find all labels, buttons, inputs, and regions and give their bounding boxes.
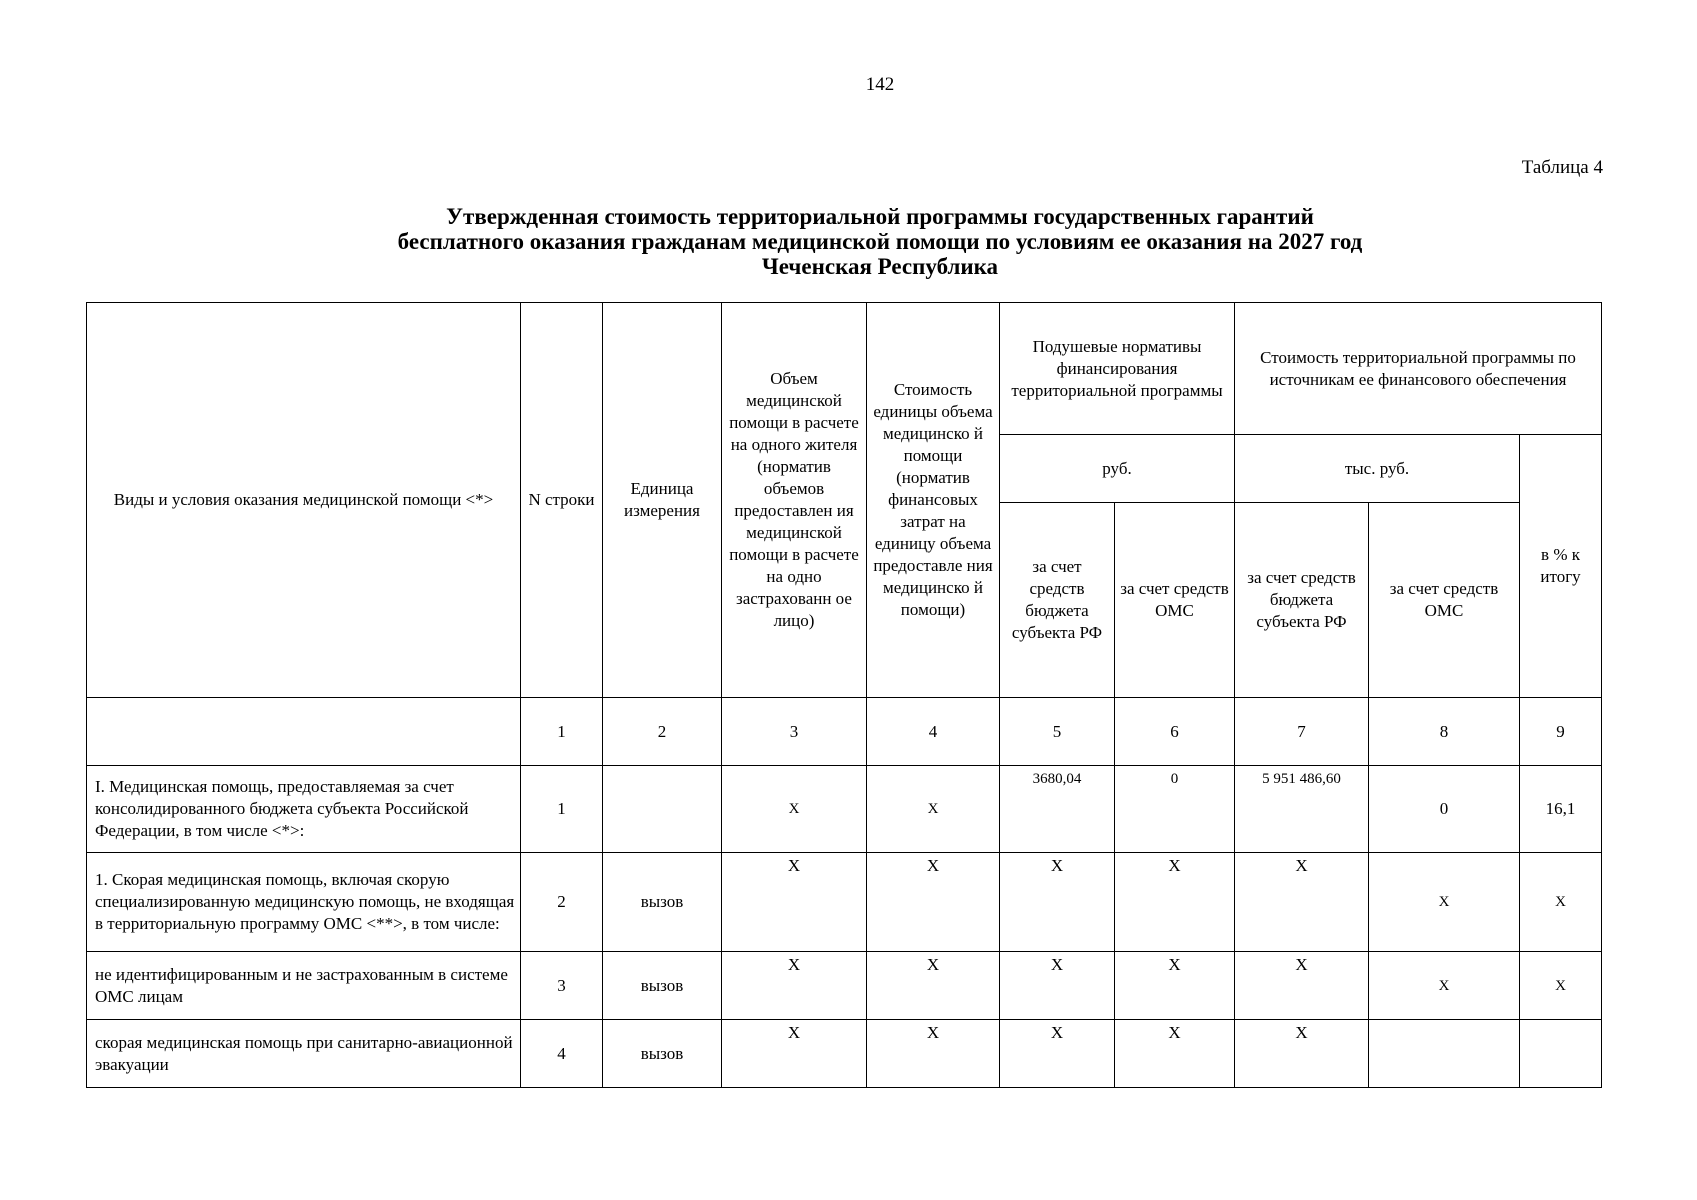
- header-rub: руб.: [1000, 435, 1235, 503]
- cell-oms: 0: [1115, 766, 1235, 853]
- column-number: 5: [1000, 698, 1115, 766]
- row-unit: [603, 766, 722, 853]
- table-row: [87, 1020, 1602, 1088]
- cell-oms: X: [1115, 952, 1235, 1020]
- title-line-2: бесплатного оказания гражданам медицинской помощи по условиям ее оказания на 2027 год: [397, 229, 1363, 254]
- document-title: [0, 204, 1697, 279]
- column-number: 8: [1369, 698, 1520, 766]
- row-unit: вызов: [603, 853, 722, 952]
- cell-percent: X: [1520, 952, 1602, 1020]
- header-row-1: [87, 303, 1602, 435]
- cell-budget-rf-thousand: X: [1235, 1020, 1369, 1088]
- header-per-capita: Подушевые нормативы финансирования территориальной программы: [1000, 303, 1235, 435]
- cell-oms-thousand: [1369, 1020, 1520, 1088]
- cell-cost: X: [867, 952, 1000, 1020]
- title-line-1: Утвержденная стоимость территориальной программы государственных гарантий: [446, 204, 1314, 229]
- header-volume: Объем медицинской помощи в расчете на одного жителя (норматив объемов предоставлен ия медицинской помощи в расчете на одно застрахованн ое лицо): [722, 303, 867, 698]
- cell-oms-thousand: X: [1369, 853, 1520, 952]
- header-oms-2: за счет средств ОМС: [1369, 503, 1520, 698]
- cell-volume: X: [722, 766, 867, 853]
- header-budget-rf-2: за счет средств бюджета субъекта РФ: [1235, 503, 1369, 698]
- row-number: 4: [521, 1020, 603, 1088]
- column-number: 7: [1235, 698, 1369, 766]
- row-name: не идентифицированным и не застрахованным в системе ОМС лицам: [87, 952, 521, 1020]
- table-label: Таблица 4: [1521, 157, 1603, 178]
- header-budget-rf: за счет средств бюджета субъекта РФ: [1000, 503, 1115, 698]
- column-number: [87, 698, 521, 766]
- cell-budget-rf-thousand: X: [1235, 853, 1369, 952]
- row-unit: вызов: [603, 952, 722, 1020]
- row-name: 1. Скорая медицинская помощь, включая скорую специализированную медицинскую помощь, не входящая в территориальную программу ОМС <**>, в том числе:: [87, 853, 521, 952]
- cell-budget-rf-thousand: X: [1235, 952, 1369, 1020]
- cell-percent: 16,1: [1520, 766, 1602, 853]
- row-unit: вызов: [603, 1020, 722, 1088]
- cell-budget-rf: X: [1000, 1020, 1115, 1088]
- cell-oms: X: [1115, 853, 1235, 952]
- title-line-3: Чеченская Республика: [761, 254, 999, 279]
- cell-oms-thousand: 0: [1369, 766, 1520, 853]
- cell-volume: X: [722, 853, 867, 952]
- row-name: I. Медицинская помощь, предоставляемая за счет консолидированного бюджета субъекта Российской Федерации, в том числе <*>:: [87, 766, 521, 853]
- row-number: 3: [521, 952, 603, 1020]
- cell-percent: X: [1520, 853, 1602, 952]
- header-types: Виды и условия оказания медицинской помощи <*>: [87, 303, 521, 698]
- cell-budget-rf: 3680,04: [1000, 766, 1115, 853]
- row-name: скорая медицинская помощь при санитарно-авиационной эвакуации: [87, 1020, 521, 1088]
- header-unit: Единица измерения: [603, 303, 722, 698]
- header-percent: в % к итогу: [1520, 435, 1602, 698]
- cell-cost: X: [867, 766, 1000, 853]
- cell-budget-rf: X: [1000, 853, 1115, 952]
- cell-cost: X: [867, 1020, 1000, 1088]
- header-thousand-rub: тыс. руб.: [1235, 435, 1520, 503]
- column-number: 2: [603, 698, 722, 766]
- column-number: 6: [1115, 698, 1235, 766]
- table-row: [87, 952, 1602, 1020]
- table-row: [87, 766, 1602, 853]
- cell-oms-thousand: X: [1369, 952, 1520, 1020]
- column-number-row: [87, 698, 1602, 766]
- column-number: 9: [1520, 698, 1602, 766]
- cost-table: [86, 302, 1602, 1088]
- cell-budget-rf: X: [1000, 952, 1115, 1020]
- header-row-no: N строки: [521, 303, 603, 698]
- cell-cost: X: [867, 853, 1000, 952]
- page-number: 142: [865, 74, 895, 95]
- cell-oms: X: [1115, 1020, 1235, 1088]
- row-number: 2: [521, 853, 603, 952]
- row-number: 1: [521, 766, 603, 853]
- cell-budget-rf-thousand: 5 951 486,60: [1235, 766, 1369, 853]
- table-row: [87, 853, 1602, 952]
- cell-volume: X: [722, 952, 867, 1020]
- column-number: 1: [521, 698, 603, 766]
- header-oms: за счет средств ОМС: [1115, 503, 1235, 698]
- header-program-cost: Стоимость территориальной программы по источникам ее финансового обеспечения: [1235, 303, 1602, 435]
- column-number: 3: [722, 698, 867, 766]
- cell-percent: [1520, 1020, 1602, 1088]
- cell-volume: X: [722, 1020, 867, 1088]
- column-number: 4: [867, 698, 1000, 766]
- header-cost: Стоимость единицы объема медицинско й помощи (норматив финансовых затрат на единицу объема предоставле ния медицинско й помощи): [867, 303, 1000, 698]
